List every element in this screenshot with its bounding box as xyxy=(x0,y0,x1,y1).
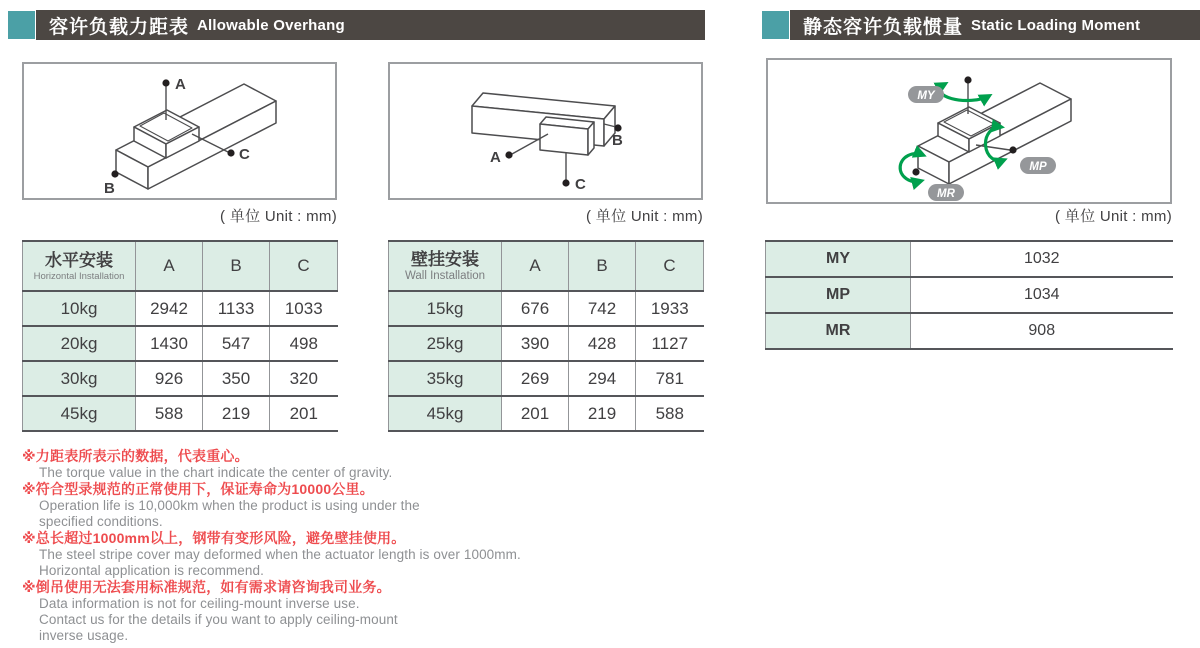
point-label-a: A xyxy=(490,149,501,166)
col-header-a: A xyxy=(136,241,203,291)
footnote-en: The steel stripe cover may deformed when the actuator length is over 1000mm. xyxy=(39,547,521,562)
table-row xyxy=(389,396,704,431)
point-label-b: B xyxy=(104,180,115,197)
table-title-zh: 壁挂安装 xyxy=(411,249,479,269)
badge-my: MY xyxy=(917,90,935,102)
point-label-b: B xyxy=(612,132,623,149)
value-cell: 588 xyxy=(136,396,203,431)
unit-note: ( 单位 Unit : mm) xyxy=(1055,208,1172,225)
wall-installation-table xyxy=(388,240,704,432)
table-title-cell xyxy=(389,241,502,291)
value-cell: 547 xyxy=(203,326,270,361)
load-cell: 30kg xyxy=(23,361,136,396)
load-cell: 45kg xyxy=(23,396,136,431)
footnote-en: Operation life is 10,000km when the product is using under the xyxy=(39,498,420,513)
table-row xyxy=(23,396,338,431)
value-cell: 390 xyxy=(502,326,569,361)
value-cell: 1430 xyxy=(136,326,203,361)
value-cell: 201 xyxy=(270,396,338,431)
moment-axes-diagram xyxy=(766,58,1172,204)
table-title-cell xyxy=(23,241,136,291)
footnote-en: Horizontal application is recommend. xyxy=(39,563,264,578)
col-header-c: C xyxy=(270,241,338,291)
table-row xyxy=(389,361,704,396)
point-label-a: A xyxy=(175,76,186,93)
horizontal-installation-diagram xyxy=(22,62,337,200)
unit-note: ( 单位 Unit : mm) xyxy=(220,208,337,225)
value-cell: 498 xyxy=(270,326,338,361)
footnote-zh: ※力距表所表示的数据，代表重心。 xyxy=(22,448,249,464)
footnote-en: inverse usage. xyxy=(39,628,129,643)
badge-mp: MP xyxy=(1029,161,1047,173)
value-cell: 1033 xyxy=(270,291,338,326)
section-title-en: Allowable Overhang xyxy=(197,16,345,34)
teal-accent-square xyxy=(762,11,789,39)
table-header-row xyxy=(23,241,338,291)
value-cell: 588 xyxy=(636,396,704,431)
unit-note: ( 单位 Unit : mm) xyxy=(586,208,703,225)
table-title-en: Wall Installation xyxy=(404,269,486,282)
section-title-zh: 静态容许负载惯量 xyxy=(803,16,964,38)
moment-label-cell: MP xyxy=(766,277,911,313)
wall-installation-diagram xyxy=(388,62,703,200)
value-cell: 676 xyxy=(502,291,569,326)
load-cell: 10kg xyxy=(23,291,136,326)
actuator-isometric-icon xyxy=(24,64,335,198)
footnote-en: Data information is not for ceiling-mount inverse use. xyxy=(39,596,360,611)
footnote-zh: ※总长超过1000mm以上，钢带有变形风险，避免壁挂使用。 xyxy=(22,530,406,546)
value-cell: 742 xyxy=(569,291,636,326)
table-row xyxy=(23,326,338,361)
point-label-c: C xyxy=(239,146,250,163)
table-row xyxy=(389,326,704,361)
table-title-en: Horizontal Installation xyxy=(33,270,125,282)
moment-label-cell: MR xyxy=(766,313,911,349)
footnote-en: Contact us for the details if you want to apply ceiling-mount xyxy=(39,612,398,627)
load-cell: 45kg xyxy=(389,396,502,431)
value-cell: 219 xyxy=(569,396,636,431)
value-cell: 926 xyxy=(136,361,203,396)
value-cell: 294 xyxy=(569,361,636,396)
col-header-b: B xyxy=(569,241,636,291)
moment-value-cell: 1034 xyxy=(911,277,1173,313)
load-cell: 25kg xyxy=(389,326,502,361)
static-moment-table xyxy=(765,240,1173,350)
footnote-en: specified conditions. xyxy=(39,514,163,529)
table-row xyxy=(23,361,338,396)
actuator-wall-icon xyxy=(390,64,701,198)
value-cell: 428 xyxy=(569,326,636,361)
value-cell: 781 xyxy=(636,361,704,396)
footnotes-block xyxy=(22,448,742,644)
value-cell: 269 xyxy=(502,361,569,396)
load-cell: 15kg xyxy=(389,291,502,326)
table-row xyxy=(389,291,704,326)
section-title-en: Static Loading Moment xyxy=(971,16,1141,34)
beam-wireframe xyxy=(472,93,615,155)
horizontal-installation-table xyxy=(22,240,338,432)
value-cell: 219 xyxy=(203,396,270,431)
table-row xyxy=(766,313,1173,349)
value-cell: 1933 xyxy=(636,291,704,326)
value-cell: 2942 xyxy=(136,291,203,326)
table-row xyxy=(23,291,338,326)
point-label-c: C xyxy=(575,176,586,193)
badge-mr: MR xyxy=(937,188,955,200)
moment-rotation-icon xyxy=(768,60,1170,202)
value-cell: 350 xyxy=(203,361,270,396)
teal-accent-square xyxy=(8,11,35,39)
moment-value-cell: 1032 xyxy=(911,241,1173,277)
col-header-c: C xyxy=(636,241,704,291)
col-header-a: A xyxy=(502,241,569,291)
footnote-zh: ※符合型录规范的正常使用下，保证寿命为10000公里。 xyxy=(22,481,374,497)
table-row xyxy=(766,241,1173,277)
table-row xyxy=(766,277,1173,313)
moment-label-cell: MY xyxy=(766,241,911,277)
moment-value-cell: 908 xyxy=(911,313,1173,349)
section-header-overhang xyxy=(36,10,705,40)
footnote-zh: ※倒吊使用无法套用标准规范，如有需求请咨询我司业务。 xyxy=(22,579,391,595)
col-header-b: B xyxy=(203,241,270,291)
value-cell: 320 xyxy=(270,361,338,396)
table-header-row xyxy=(389,241,704,291)
load-cell: 20kg xyxy=(23,326,136,361)
section-header-moment xyxy=(790,10,1200,40)
value-cell: 201 xyxy=(502,396,569,431)
load-cell: 35kg xyxy=(389,361,502,396)
value-cell: 1133 xyxy=(203,291,270,326)
value-cell: 1127 xyxy=(636,326,704,361)
table-title-zh: 水平安装 xyxy=(45,250,113,270)
section-title-zh: 容许负载力距表 xyxy=(49,16,190,38)
footnote-en: The torque value in the chart indicate the center of gravity. xyxy=(39,465,393,480)
